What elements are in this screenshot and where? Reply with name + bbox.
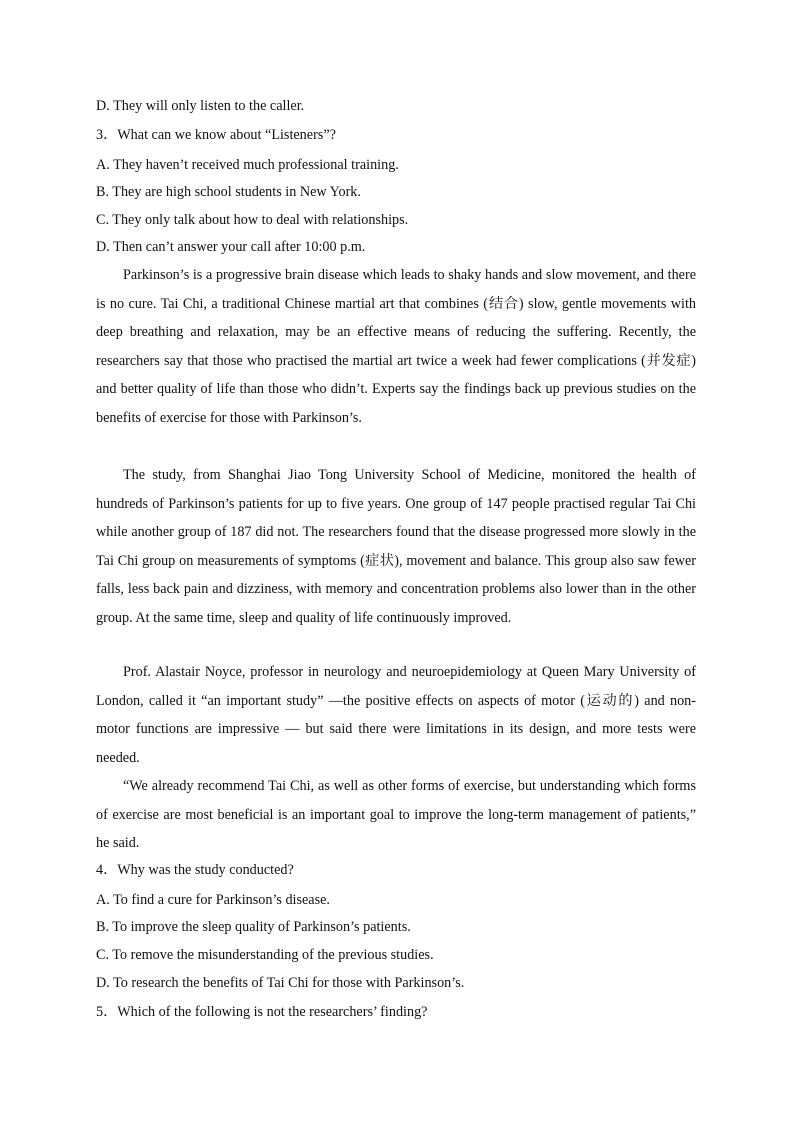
q4-option-d: D. To research the benefits of Tai Chi for those with Parkinson’s. (96, 975, 465, 991)
q4-option-a: A. To find a cure for Parkinson’s disease. (96, 892, 330, 908)
q3-option-b: B. They are high school students in New York. (96, 184, 361, 200)
passage-paragraph-4: “We already recommend Tai Chi, as well as other forms of exercise, but understanding which forms of exercise are most beneficial is an important goal to improve the long-term management of patients,” he said. (96, 778, 696, 852)
passage-paragraph-1: Parkinson’s is a progressive brain disease which leads to shaky hands and slow movement, and there is no cure. Tai Chi, a traditional Chinese martial art that combines (结合) slow, gentle movements with deep breathing and relaxation, may be an effective means of reducing the suffering. Recently, the researchers say that those who practised the martial art twice a week had fewer complications (并发症) and better quality of life than those who didn’t. Experts say the findings back up previous studies on the benefits of exercise for those with Parkinson’s. (96, 267, 696, 426)
q4-option-b: B. To improve the sleep quality of Parkinson’s patients. (96, 919, 411, 935)
q5-stem: 5．Which of the following is not the researchers’ finding? (96, 1004, 428, 1020)
q4-option-c: C. To remove the misunderstanding of the previous studies. (96, 947, 434, 963)
q2-option-d: D. They will only listen to the caller. (96, 98, 305, 114)
q3-stem: 3．What can we know about “Listeners”? (96, 127, 336, 143)
q4-stem: 4．Why was the study conducted? (96, 862, 294, 878)
q3-option-a: A. They haven’t received much professional training. (96, 157, 399, 173)
q3-option-c: C. They only talk about how to deal with relationships. (96, 212, 409, 228)
q3-option-d: D. Then can’t answer your call after 10:00 p.m. (96, 239, 366, 255)
passage-paragraph-2: The study, from Shanghai Jiao Tong University School of Medicine, monitored the health of hundreds of Parkinson’s patients for up to five years. One group of 147 people practised regular Tai Chi while another group of 187 did not. The researchers found that the disease progressed more slowly in the Tai Chi group on measurements of symptoms (症状), movement and balance. This group also saw fewer falls, less back pain and dizziness, with memory and concentration problems also lower than in the other group. At the same time, sleep and quality of life continuously improved. (96, 467, 696, 626)
passage-paragraph-3: Prof. Alastair Noyce, professor in neurology and neuroepidemiology at Queen Mary University of London, called it “an important study” —the positive effects on aspects of motor (运动的) and non-motor functions are impressive — but said there were limitations in its design, and more tests were needed. (96, 664, 696, 766)
